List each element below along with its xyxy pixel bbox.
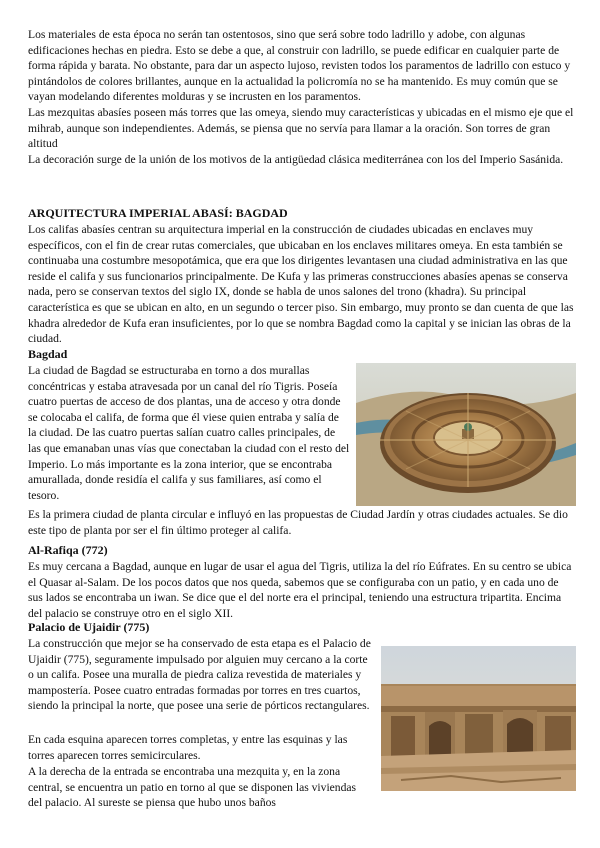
bagdad-paragraph-structure: La ciudad de Bagdad se estructuraba en torno a dos murallas concéntricas y estaba atravesada por un canal del río Tigris. Poseía cuatro puertas de acceso de dos plantas, una de acceso y otra donde se colocaba el califa, de forma que él viese quien entraba y salía de la ciudad. De las cuatro puertas salían cuatro calles principales, de las que emanaban unas vías que conectaban la ciudad con el resto del Imperio. Lo más importante es la zona interior, que se encontraba amurallada, donde residía el califa y sus familiares, así como el tesoro.	[28, 364, 350, 502]
intro-paragraph-decoration: La decoración surge de la unión de los motivos de la antigüedad clásica mediterránea con los del Imperio Sasánida.	[28, 153, 564, 166]
subheading-al-rafiqa: Al-Rafiqa (772)	[28, 543, 108, 557]
subheading-ujaidir-palace: Palacio de Ujaidir (775)	[28, 620, 150, 634]
intro-paragraph-materials: Los materiales de esta época no serán tan ostentosos, sino que será sobre todo ladrillo y adobe, con algunas edificaciones hechas en piedra. Esto se debe a que, al construir con ladrillo, se puede edificar en cualquier parte de forma rápida y barata. No obstante, para dar un aspecto lujoso, revisten todos los paramentos de ladrillo con estuco y pintándolos de colores brillantes, aunque en la actualidad la policromía no se ha mantenido. Es muy común que se vayan modelando diferentes molduras y se incrusten en los paramentos.	[28, 28, 571, 104]
ujaidir-palace-photo	[381, 646, 576, 791]
bagdad-paragraph-circular-plan: Es la primera ciudad de planta circular e influyó en las propuestas de Ciudad Jardín y otras ciudades actuales. Se dio este tipo de planta por ser el fin último proteger al califa.	[28, 508, 568, 537]
bagdad-round-city-illustration	[356, 363, 576, 506]
ujaidir-palace-illustration	[381, 646, 576, 791]
bagdad-round-city-image	[356, 363, 576, 506]
intro-paragraph-mosques: Las mezquitas abasíes poseen más torres que las omeya, siendo muy características y ubicadas en el mismo eje que el mihrab, aunque son independientes. Además, se piensa que no servía para llamar a la oración. Son torres de gran altitud	[28, 106, 574, 151]
ujaidir-paragraph-towers: En cada esquina aparecen torres completas, y entre las esquinas y las torres aparecen torres semicirculares.	[28, 733, 348, 762]
section-heading-bagdad-architecture: ARQUITECTURA IMPERIAL ABASÍ: BAGDAD	[28, 206, 288, 220]
subheading-bagdad: Bagdad	[28, 347, 68, 361]
ujaidir-paragraph-mosque: A la derecha de la entrada se encontraba una mezquita y, en la zona central, se encuentra un patio en torno al que se disponen las viviendas del palacio. Al sureste se piensa que hubo unos baños	[28, 765, 357, 810]
ujaidir-paragraph-construction: La construcción que mejor se ha conservado de esta etapa es el Palacio de Ujaidir (775), seguramente impulsado por alguien muy cercano a la corte o un califa. Posee una muralla de piedra caliza revestida de materiales y mampostería. Posee cuatro entradas formadas por torres en tres cuartos, siendo la principal la norte, que posee una serie de pórticos rectangulares.	[28, 637, 371, 713]
rafiqa-paragraph: Es muy cercana a Bagdad, aunque en lugar de usar el agua del Tigris, utiliza la del río Eúfrates. En su centro se ubica el Quasar al-Salam. De los pocos datos que nos queda, sabemos que se configuraba con un patio, y en cada uno de sus lados se encontraba un iwan. Se dice que el del norte era el principal, teniendo una estructura tripartita. Encima del palacio se construye otro en el siglo XII.	[28, 560, 572, 620]
section-paragraph-caliphs: Los califas abasíes centran su arquitectura imperial en la construcción de ciudades ubicadas en enclaves muy específicos, con el fin de crear rutas comerciales, que ubicaban en los enclaves militares omeya. En esta también se continuaba una costumbre mesopotámica, que era que los dirigentes levantasen una ciudad administrativa en las que reside el califa y sus funcionarios principalmente. De Kufa y las primeras construcciones abasíes apenas se conserva nada, pero se conservan textos del siglo IX, donde se habla de unos salones del trono (khadra). Su principal característica es que se ubican en alto, en un segundo o tercer piso. Sin embargo, muy pronto se dan cuenta de que las khadra alrededor de Kufa eran insuficientes, por lo que se nombra Bagdad como la capital y se inician las obras de la ciudad.	[28, 223, 574, 346]
